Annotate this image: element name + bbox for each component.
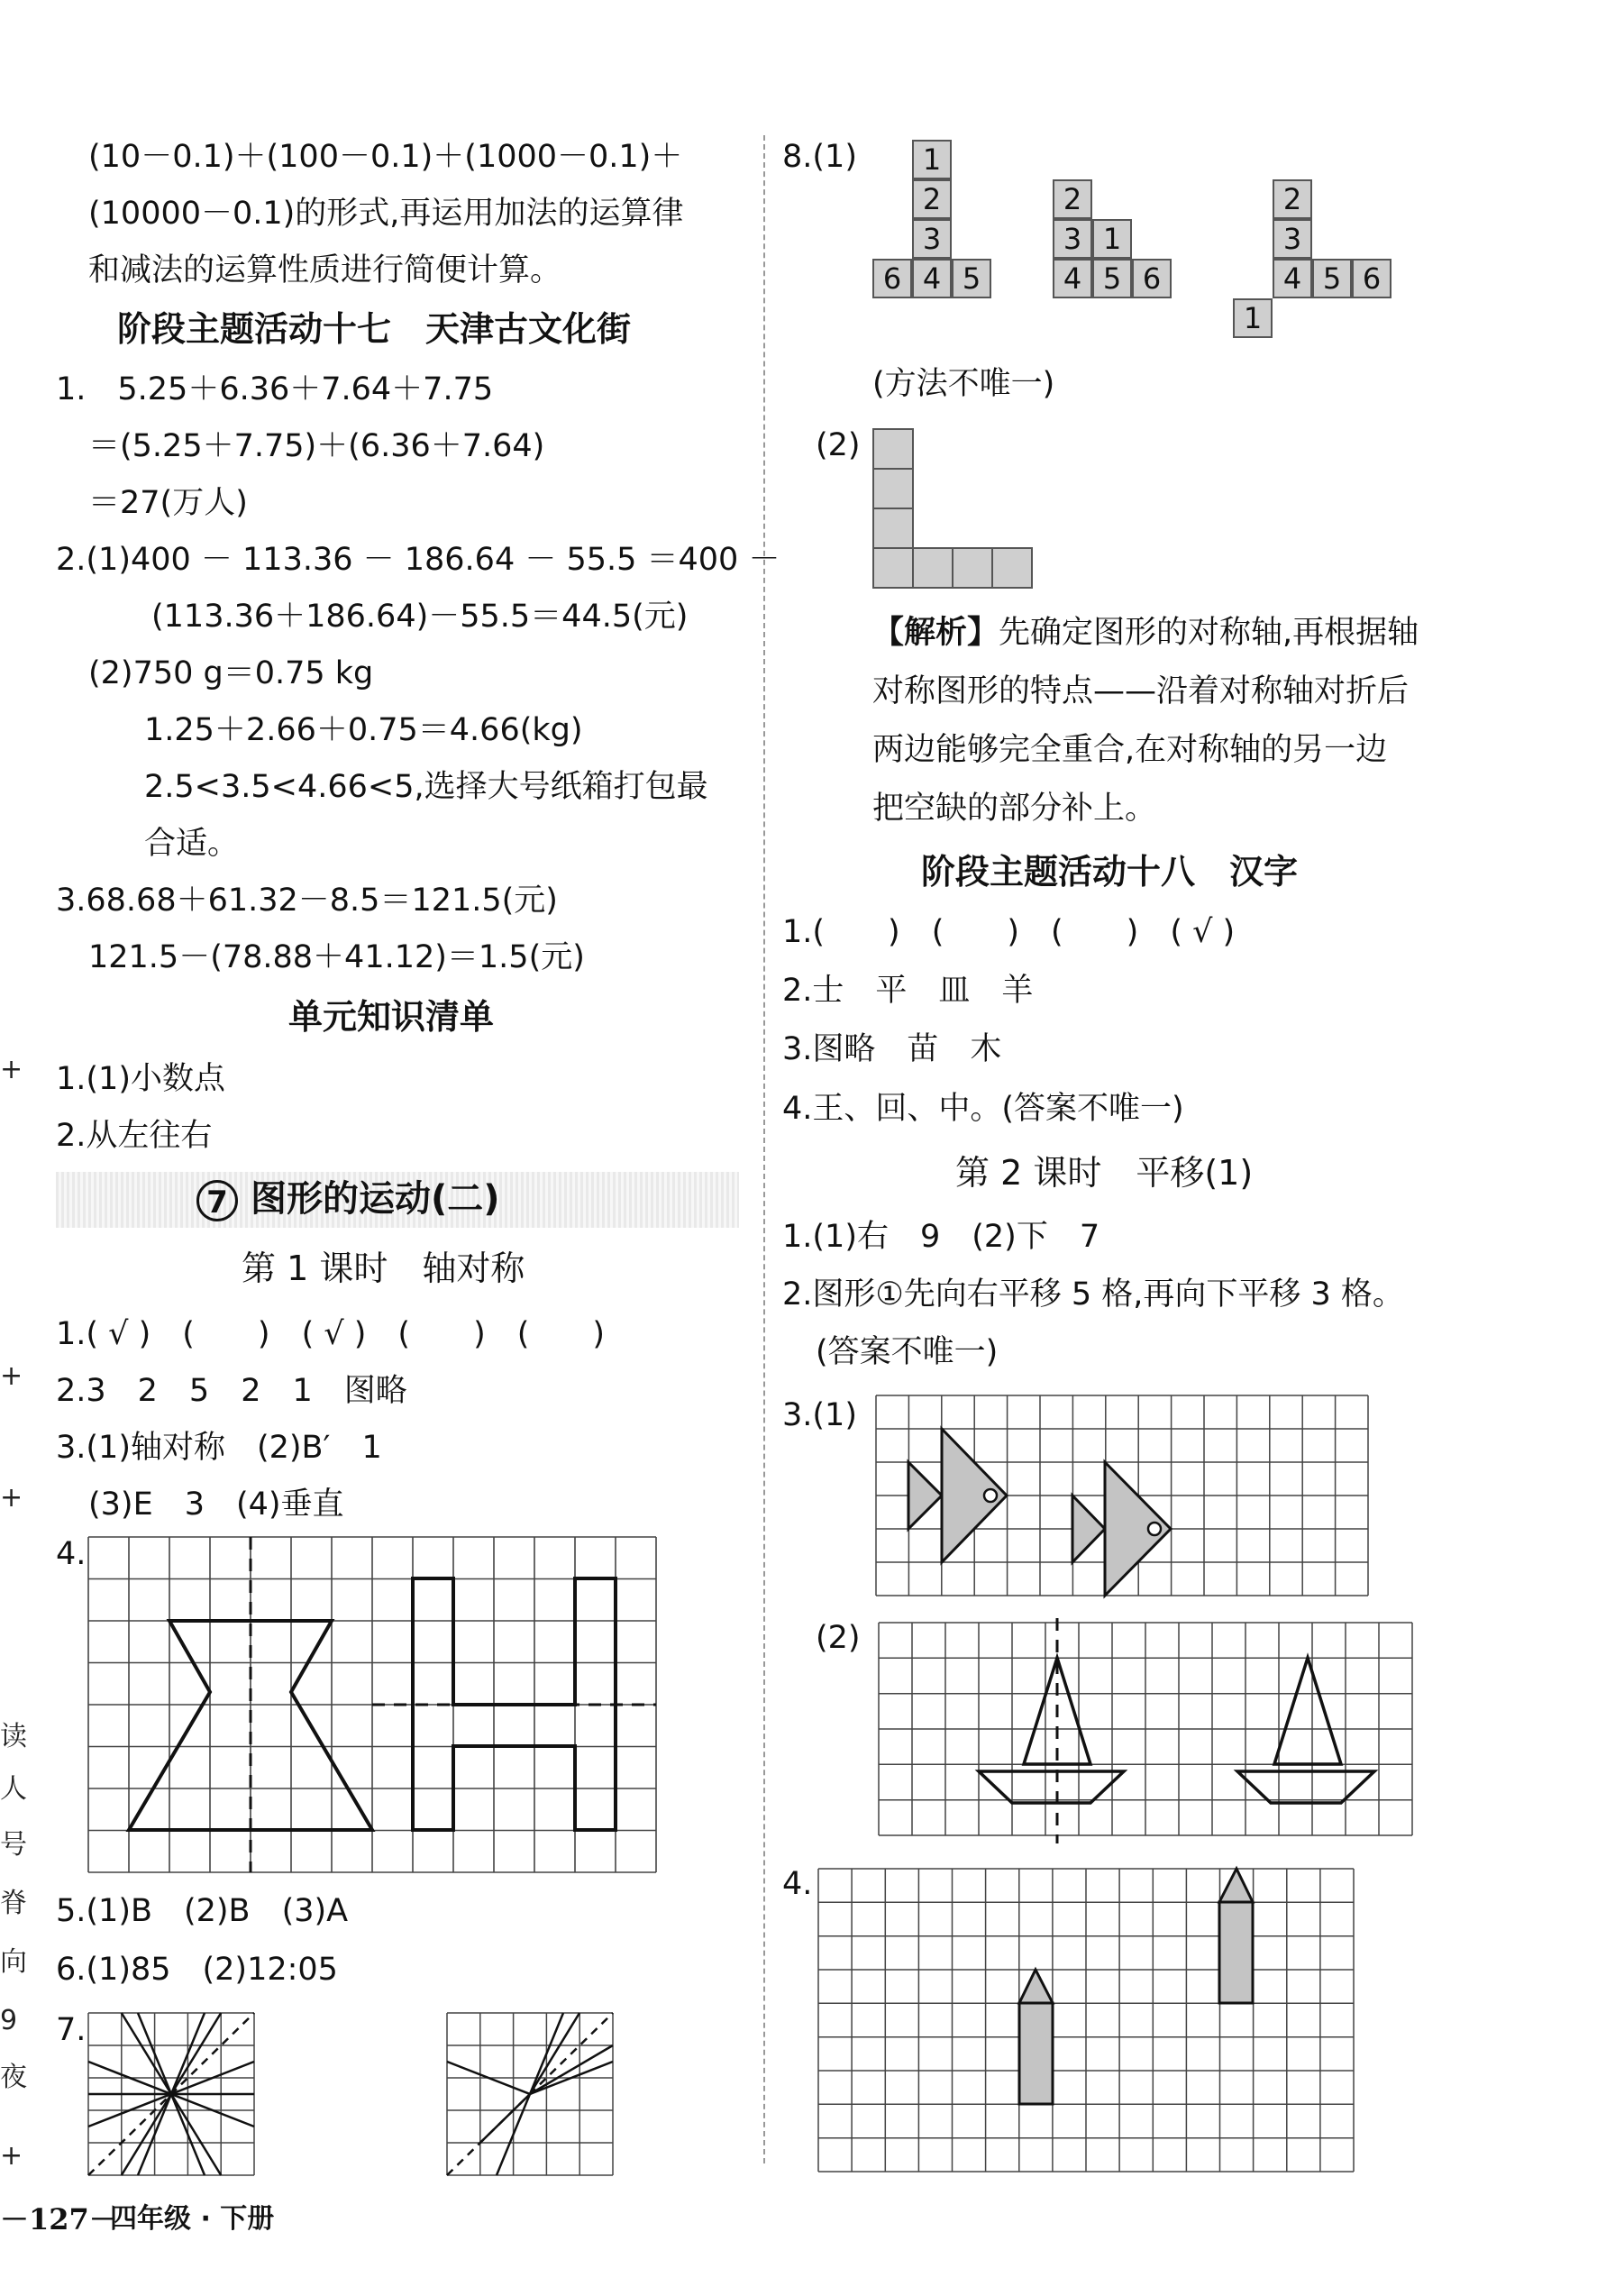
q4-grid-figure bbox=[88, 1537, 665, 1872]
q7-figure-b bbox=[447, 2013, 615, 2175]
net-cell: 5 bbox=[1092, 259, 1132, 298]
edge-mark: 夜 bbox=[0, 2062, 27, 2093]
net-cell: 3 bbox=[1273, 219, 1312, 259]
edge-mark: 人 bbox=[0, 1773, 27, 1805]
edge-mark: + bbox=[0, 1054, 23, 1085]
l1-q5: 5.(1)B (2)B (3)A bbox=[56, 1893, 349, 1929]
q7-figure-a bbox=[88, 2013, 256, 2175]
analysis-tag: 【解析】 bbox=[872, 615, 999, 651]
analysis-line-1 bbox=[872, 613, 1419, 653]
edge-mark: 9 bbox=[0, 2005, 18, 2036]
q3-line: 121.5－(78.88＋41.12)＝1.5(元) bbox=[88, 939, 585, 975]
net-cell: 2 bbox=[1273, 179, 1312, 219]
l1-q3b: (3)E 3 (4)垂直 bbox=[88, 1486, 344, 1523]
section-title-activity17: 阶段主题活动十七 天津古文化街 bbox=[117, 309, 632, 349]
edge-mark: 号 bbox=[0, 1829, 27, 1861]
a18-item: 4.王、回、中。(答案不唯一) bbox=[782, 1091, 1184, 1127]
q1-line: 1. 5.25＋6.36＋7.64＋7.75 bbox=[56, 371, 494, 407]
l2-q3-label: 3.(1) bbox=[782, 1397, 857, 1433]
q2-line: 2.5<3.5<4.66<5,选择大号纸箱打包最 bbox=[144, 769, 708, 805]
edge-mark: 向 bbox=[0, 1946, 27, 1978]
q8-label: 8.(1) bbox=[782, 139, 857, 175]
chapter-title: 图形的运动(二) bbox=[251, 1178, 500, 1220]
chapter-number: 7 bbox=[196, 1180, 238, 1221]
l1-q2: 2.3 2 5 2 1 图略 bbox=[56, 1373, 407, 1409]
analysis-line: 两边能够完全重合,在对称轴的另一边 bbox=[872, 732, 1388, 768]
net-cell: 4 bbox=[912, 259, 952, 298]
q1-line: ＝(5.25＋7.75)＋(6.36＋7.64) bbox=[88, 428, 545, 464]
edge-mark: + bbox=[0, 1482, 23, 1514]
l1-q6: 6.(1)85 (2)12:05 bbox=[56, 1952, 338, 1988]
unit-item: 2.从左往右 bbox=[56, 1118, 213, 1154]
net-cell: 6 bbox=[872, 259, 912, 298]
net-cell: 1 bbox=[1233, 298, 1273, 338]
page-number: －127－ bbox=[0, 2202, 118, 2237]
l2-q1: 1.(1)右 9 (2)下 7 bbox=[782, 1219, 1100, 1255]
net-cell: 5 bbox=[1312, 259, 1352, 298]
q2-line: 1.25＋2.66＋0.75＝4.66(kg) bbox=[144, 712, 583, 748]
q3-line: 3.68.68＋61.32－8.5＝121.5(元) bbox=[56, 883, 558, 919]
net-cell: 1 bbox=[912, 140, 952, 179]
column-divider bbox=[763, 135, 765, 2163]
lesson1-title: 第 1 课时 轴对称 bbox=[242, 1249, 525, 1288]
unit-item: 1.(1)小数点 bbox=[56, 1061, 225, 1097]
net-cell: 1 bbox=[1092, 219, 1132, 259]
l2-q4-label: 4. bbox=[782, 1866, 813, 1902]
analysis-line: 对称图形的特点——沿着对称轴对折后 bbox=[872, 673, 1410, 709]
net-cell: 3 bbox=[1053, 219, 1092, 259]
edge-mark: + bbox=[0, 2140, 23, 2172]
net-cell: 4 bbox=[1273, 259, 1312, 298]
net-cell: 5 bbox=[952, 259, 991, 298]
a18-item: 3.图略 苗 木 bbox=[782, 1031, 1002, 1067]
net-cell: 2 bbox=[912, 179, 952, 219]
l1-q3a: 3.(1)轴对称 (2)B′ 1 bbox=[56, 1430, 382, 1466]
q2-line: 合适。 bbox=[144, 826, 240, 862]
q2-line: (113.36＋186.64)－55.5＝44.5(元) bbox=[151, 599, 689, 635]
q8-note: (方法不唯一) bbox=[872, 366, 1055, 402]
analysis-text: 先确定图形的对称轴,再根据轴 bbox=[999, 615, 1419, 651]
q3-boat-grid bbox=[879, 1623, 1414, 1835]
q8-label2: (2) bbox=[816, 427, 861, 463]
text-line: (10000－0.1)的形式,再运用加法的运算律 bbox=[88, 196, 684, 232]
edge-mark: + bbox=[0, 1360, 23, 1392]
a18-item: 2.士 平 皿 羊 bbox=[782, 973, 1034, 1009]
analysis-line: 把空缺的部分补上。 bbox=[872, 791, 1157, 827]
a18-item: 1.( ) ( ) ( ) ( √ ) bbox=[782, 914, 1236, 950]
edge-mark: 读 bbox=[0, 1721, 27, 1752]
net-cell: 6 bbox=[1352, 259, 1391, 298]
text-line: 和减法的运算性质进行简便计算。 bbox=[88, 252, 562, 288]
l2-q3b-label: (2) bbox=[816, 1620, 861, 1656]
lesson2-title: 第 2 课时 平移(1) bbox=[955, 1153, 1254, 1193]
net-cell: 6 bbox=[1132, 259, 1172, 298]
section-title-activity18: 阶段主题活动十八 汉字 bbox=[921, 852, 1299, 892]
q1-line: ＝27(万人) bbox=[88, 485, 248, 521]
edge-mark: 脊 bbox=[0, 1888, 27, 1919]
l2-q2: 2.图形①先向右平移 5 格,再向下平移 3 格。 bbox=[782, 1276, 1404, 1313]
q2-line: 2.(1)400 － 113.36 － 186.64 － 55.5 ＝400 － bbox=[56, 542, 780, 578]
q2-line: (2)750 g＝0.75 kg bbox=[88, 655, 374, 691]
net-cell: 4 bbox=[1053, 259, 1092, 298]
book-label: 四年级 · 下册 bbox=[110, 2203, 275, 2235]
l1-q4-label: 4. bbox=[56, 1536, 87, 1572]
net-cell: 3 bbox=[912, 219, 952, 259]
q8-l-shape bbox=[872, 428, 1038, 590]
section-title-unit: 单元知识清单 bbox=[288, 997, 495, 1037]
l2-q2-note: (答案不唯一) bbox=[816, 1334, 999, 1370]
q3-fish-grid bbox=[876, 1395, 1370, 1596]
l1-q1: 1.( √ ) ( ) ( √ ) ( ) ( ) bbox=[56, 1316, 606, 1352]
chapter-heading bbox=[196, 1178, 500, 1221]
net-cell: 2 bbox=[1053, 179, 1092, 219]
l1-q7-label: 7. bbox=[56, 2012, 87, 2048]
text-line: (10－0.1)＋(100－0.1)＋(1000－0.1)＋ bbox=[88, 139, 683, 175]
q4-pencil-grid bbox=[818, 1869, 1355, 2172]
